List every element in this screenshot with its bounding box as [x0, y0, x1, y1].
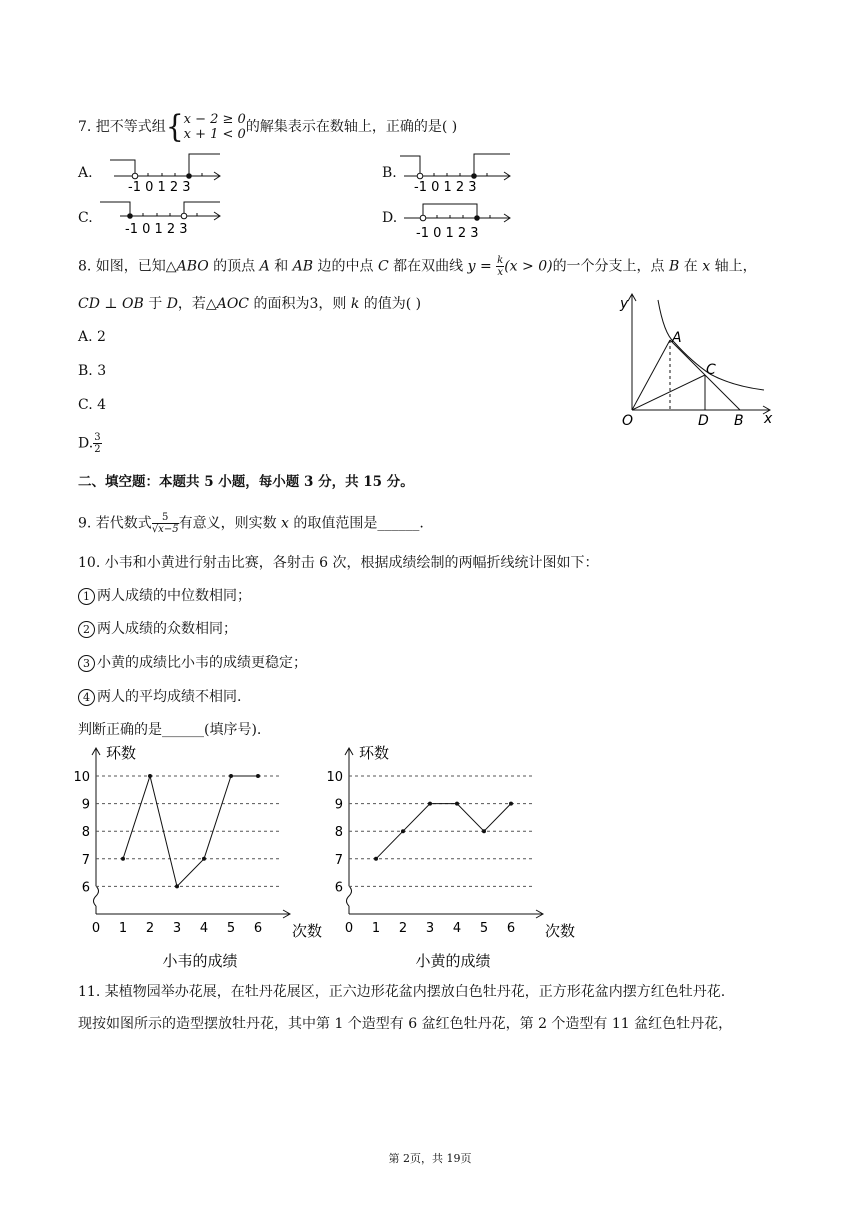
data-point	[401, 829, 405, 833]
inequality-2: x + 1 < 0	[183, 127, 246, 142]
q7-stem	[78, 108, 458, 145]
axis-ticks-c: -1 0 1 2 3	[125, 222, 188, 237]
data-point	[428, 802, 432, 806]
q8-option-b: B. 3	[78, 363, 107, 379]
q8-line2: CD ⊥ OB 于 D，若△AOC 的面积为3，则 k 的值为( )	[78, 296, 422, 312]
x-tick-label: 1	[118, 921, 128, 936]
point-c: C	[706, 362, 716, 378]
inequality-system	[184, 112, 246, 142]
x-tick-label: 5	[226, 921, 236, 936]
q10-stem: 10. 小韦和小黄进行射击比赛，各射击 6 次，根据成绩绘制的两幅折线统计图如下：	[78, 555, 599, 571]
data-point	[509, 802, 513, 806]
axis-ticks-a: -1 0 1 2 3	[128, 180, 191, 195]
q8-option-d: D. $\frac{3}{2}$	[78, 432, 101, 455]
data-point	[455, 802, 459, 806]
data-point	[256, 774, 260, 778]
y-tick-label: 10	[73, 770, 90, 785]
number-line-c	[100, 196, 225, 238]
axis-break	[94, 886, 99, 906]
y-tick-label: 9	[81, 797, 90, 813]
chart-title: 小黄的成绩	[415, 952, 491, 970]
y-axis-label: 环数	[106, 744, 137, 762]
page-footer: 第 2页，共 19页	[388, 1152, 472, 1165]
x-axis-label: 次数	[545, 922, 576, 940]
point-d: D	[698, 413, 709, 429]
data-point	[175, 884, 179, 888]
point-a: A	[672, 330, 682, 346]
x-tick-label: 6	[506, 921, 516, 936]
q7-option-c-label: C.	[78, 210, 93, 226]
q10-judge: 判断正确的是______(填序号).	[78, 722, 262, 738]
y-axis-label: y	[620, 296, 629, 312]
y-tick-label: 10	[326, 770, 343, 785]
x-tick-label: 1	[371, 921, 381, 936]
q10-statement-3: 3 小黄的成绩比小韦的成绩更稳定；	[78, 654, 307, 672]
chart-xiaohuang	[326, 740, 576, 972]
inequality-1: x − 2 ≥ 0	[183, 112, 246, 127]
hyperbola-figure	[612, 290, 782, 430]
section-2-heading: 二、填空题：本题共 5 小题，每小题 3 分，共 15 分。	[78, 474, 414, 490]
chart-xiaowei	[73, 740, 323, 972]
y-axis-label: 环数	[359, 744, 390, 762]
x-tick-label: 3	[172, 921, 182, 936]
q8-option-c: C. 4	[78, 397, 107, 413]
axis-ticks-b: -1 0 1 2 3	[414, 180, 477, 195]
q10-statement-1: 1 两人成绩的中位数相同；	[78, 587, 251, 605]
series-line	[123, 776, 258, 886]
k-over-x-fraction: $\frac{k}{x}$	[497, 255, 504, 278]
q11-line1: 11. 某植物园举办花展，在牡丹花展区，正六边形花盆内摆放白色牡丹花，正方形花盆内摆方红色牡丹花.	[78, 984, 726, 1000]
data-point	[229, 774, 233, 778]
x-tick-label: 4	[452, 921, 462, 936]
x-tick-label: 2	[398, 921, 408, 936]
x-tick-label: 5	[479, 921, 489, 936]
y-tick-label: 6	[334, 880, 343, 896]
data-point	[482, 829, 486, 833]
chart-title: 小韦的成绩	[162, 952, 238, 970]
point-b: B	[734, 413, 744, 429]
x-tick-label: 2	[145, 921, 155, 936]
q10-statement-2: 2 两人成绩的众数相同；	[78, 620, 237, 638]
x-axis-label: x	[764, 411, 773, 427]
data-point	[202, 857, 206, 861]
q7-option-a-label: A.	[78, 165, 93, 181]
y-tick-label: 8	[81, 825, 90, 841]
q7-prefix: 7. 把不等式组	[78, 119, 166, 135]
q10-statement-4: 4 两人的平均成绩不相同.	[78, 688, 241, 706]
q11-line2: 现按如图所示的造型摆放牡丹花，其中第 1 个造型有 6 盆红色牡丹花，第 2 个造型有 11 盆红色牡丹花，	[78, 1016, 733, 1032]
q8-option-a: A. 2	[78, 329, 106, 345]
sqrt-fraction: $\frac{5}{√x-5}$	[151, 512, 179, 535]
point-o: O	[622, 413, 634, 429]
data-point	[374, 857, 378, 861]
q7-suffix: 的解集表示在数轴上，正确的是( )	[245, 119, 458, 135]
q8-line1: 8. 如图，已知△ABO 的顶点 A 和 AB 边的中点 C 都在双曲线 y = $\frac{k}{x}$ (x > 0)的一个分支上，点 B 在 x 轴上，	[78, 255, 757, 278]
q9-stem: 9. 若代数式 $\frac{5}{√x-5}$ 有意义，则实数 x 的取值范围是______.	[78, 512, 424, 535]
q7-option-d-label: D.	[382, 210, 398, 226]
y-tick-label: 7	[334, 852, 343, 868]
data-point	[148, 774, 152, 778]
y-tick-label: 8	[334, 825, 343, 841]
axis-break	[347, 886, 352, 906]
x-axis-label: 次数	[292, 922, 323, 940]
number-line-b	[398, 150, 518, 195]
series-line	[376, 804, 511, 859]
y-tick-label: 9	[334, 797, 343, 813]
axis-ticks-d: -1 0 1 2 3	[416, 226, 479, 241]
x-tick-label: 3	[425, 921, 435, 936]
y-tick-label: 7	[81, 852, 90, 868]
x-tick-label: 6	[253, 921, 263, 936]
data-point	[121, 857, 125, 861]
number-line-a	[108, 150, 228, 195]
system-brace: {	[165, 108, 184, 145]
q7-option-b-label: B.	[382, 165, 397, 181]
x-tick-label: 4	[199, 921, 209, 936]
x-tick-label: 0	[91, 921, 101, 936]
y-tick-label: 6	[81, 880, 90, 896]
number-line-d	[398, 196, 518, 242]
three-halves-fraction: $\frac{3}{2}$	[94, 432, 101, 455]
x-tick-label: 0	[344, 921, 354, 936]
